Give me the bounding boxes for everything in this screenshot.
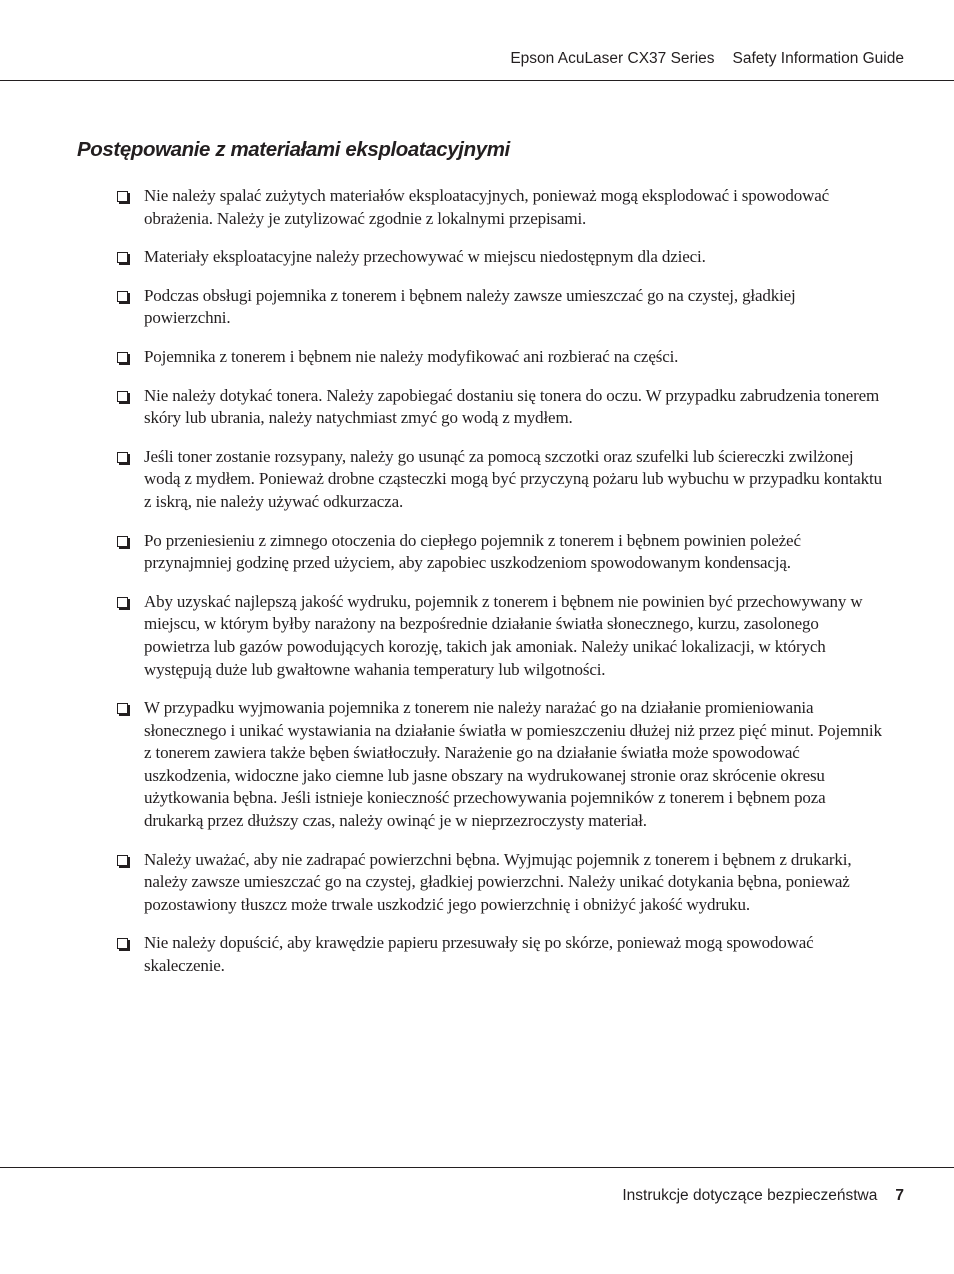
list-item [115,385,885,430]
list-item-text: Pojemnika z tonerem i bębnem nie należy modyfikować ani rozbierać na części. [144,346,679,366]
list-item [115,849,885,917]
list-item-text: Materiały eksploatacyjne należy przechowywać w miejscu niedostępnym dla dzieci. [144,247,706,267]
checkbox-square-icon [117,191,128,202]
checkbox-square-icon [117,536,128,547]
list-item [115,697,885,833]
list-item [115,446,885,514]
page-number: 7 [895,1187,904,1204]
list-item-text: Podczas obsługi pojemnika z tonerem i bębnem należy zawsze umieszczać go na czystej, gładkiej powierzchni. [144,285,796,328]
list-item-text: Po przeniesieniu z zimnego otoczenia do ciepłego pojemnik z tonerem i bębnem powinien poleżeć przynajmniej godzinę przed użyciem, aby zapobiec uszkodzeniom spowodowanym kondensacją. [144,530,801,573]
header-product: Epson AcuLaser CX37 Series [510,50,715,67]
checkbox-square-icon [117,938,128,949]
checkbox-square-icon [117,291,128,302]
header-divider [0,80,954,81]
checkbox-square-icon [117,597,128,608]
checkbox-square-icon [117,703,128,714]
checkbox-square-icon [117,352,128,363]
list-item [115,591,885,681]
list-item-text: W przypadku wyjmowania pojemnika z tonerem nie należy narażać go na działanie promieniowania słonecznego i unikać wystawiania na działanie światła w pomieszczeniu dłużej niż przez pięć minut. Pojemnik z tonerem zawiera także bęben światłoczuły. Narażenie go na działanie światła może spowodować uszkodzenia, widoczne jako ciemne lub jasne obszary na wydrukowanej stronie oraz skrócenie okresu użytkowania bębna. Jeśli istnieje konieczność przechowywania pojemników z tonerem i bębnem poza drukarką przez dłuższy czas, należy owinąć je w nieprzezroczysty materiał. [144,698,882,831]
checkbox-square-icon [117,252,128,263]
checkbox-square-icon [117,391,128,402]
checkbox-square-icon [117,855,128,866]
list-item [115,246,885,269]
header-guide: Safety Information Guide [732,50,904,67]
list-item [115,530,885,575]
list-item-text: Nie należy spalać zużytych materiałów eksploatacyjnych, ponieważ mogą eksplodować i spowodować obrażenia. Należy je zutylizować zgodnie z lokalnymi przepisami. [144,186,830,228]
footer-divider [0,1167,954,1168]
checkbox-square-icon [117,452,128,463]
list-item-text: Należy uważać, aby nie zadrapać powierzchni bębna. Wyjmując pojemnik z tonerem i bębnem z drukarki, należy zawsze umieszczać go na czystej, gładkiej powierzchni. Należy unikać dotykania bębna, ponieważ pozostawiony tłuszcz może trwale uszkodzić jego powierzchnię i obniżyć jakość wydruku. [144,849,852,914]
footer-chapter: Instrukcje dotyczące bezpieczeństwa [622,1187,878,1204]
list-item-text: Nie należy dotykać tonera. Należy zapobiegać dostaniu się tonera do oczu. W przypadku zabrudzenia tonerem skóry lub ubrania, należy natychmiast zmyć go wodą z mydłem. [144,385,880,428]
list-item-text: Jeśli toner zostanie rozsypany, należy go usunąć za pomocą szczotki oraz szufelki lub ściereczki zwilżonej wodą z mydłem. Ponieważ drobne cząsteczki mogą być przyczyną pożaru lub wybuchu w przypadku kontaktu z iskrą, nie należy używać odkurzacza. [144,446,882,511]
list-item [115,346,885,369]
section-title: Postępowanie z materiałami eksploatacyjnymi [77,138,510,161]
running-header [510,50,904,68]
list-item-text: Nie należy dopuścić, aby krawędzie papieru przesuwały się po skórze, ponieważ mogą spowodować skaleczenie. [144,933,814,976]
list-item [115,185,885,230]
list-item [115,285,885,330]
running-footer [622,1187,904,1205]
bullet-list [115,185,885,994]
list-item-text: Aby uzyskać najlepszą jakość wydruku, pojemnik z tonerem i bębnem nie powinien być przechowywany w miejscu, w którym byłby narażony na bezpośrednie działanie światła słonecznego, kurzu, zasolonego powietrza lub gazów powodujących korozję, takich jak amoniak. Należy unikać lokalizacji, w których występują duże lub gwałtowne wahania temperatury lub wilgotności. [144,591,863,679]
list-item [115,932,885,977]
